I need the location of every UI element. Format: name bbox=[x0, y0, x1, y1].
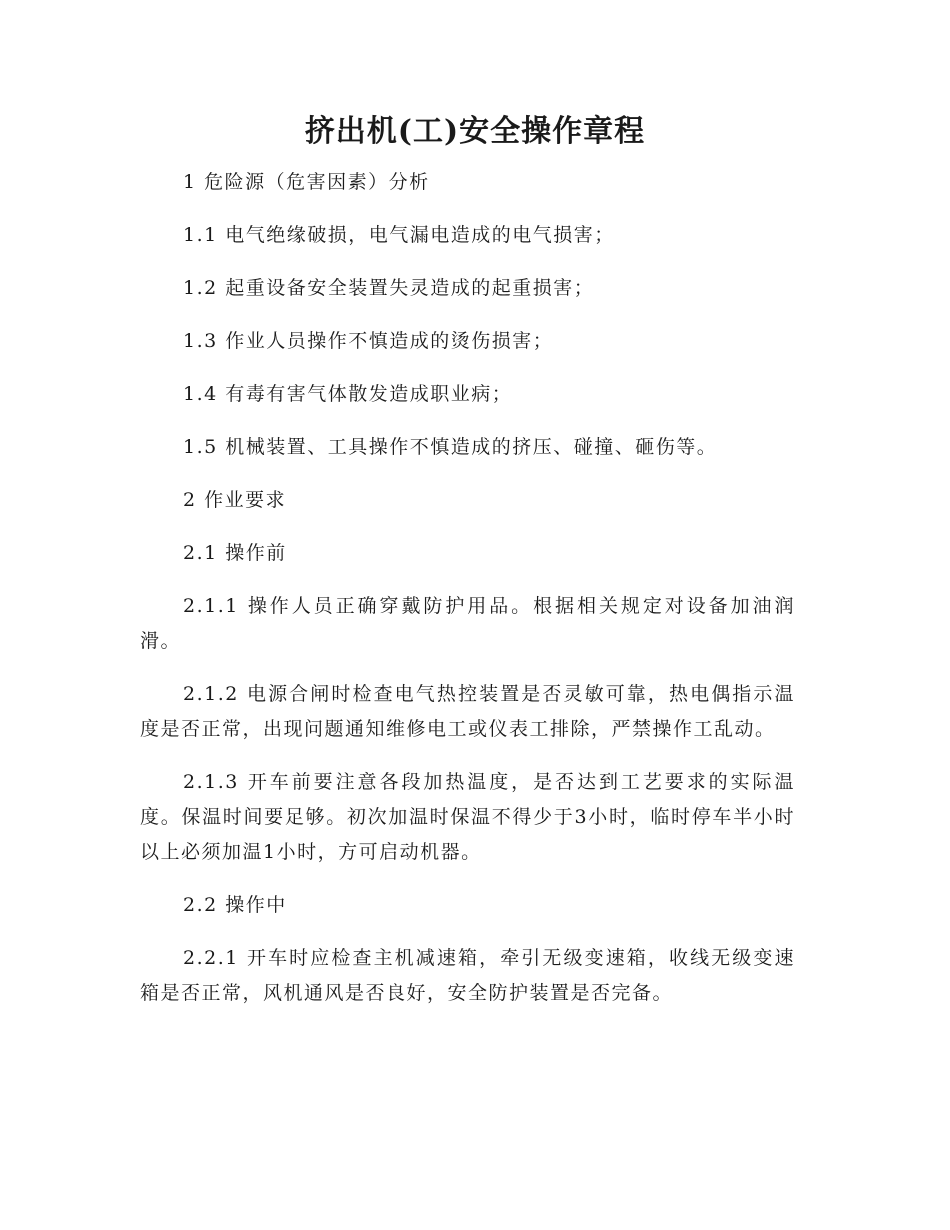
section-heading-2: 2 作业要求 bbox=[183, 489, 287, 511]
paragraph-1-2: 1.2 起重设备安全装置失灵造成的起重损害； bbox=[183, 277, 595, 299]
paragraph-2-2-1: 2.2.1 开车时应检查主机减速箱，牵引无级变速箱，收线无级变速箱是否正常，风机通风是否良好，安全防护装置是否完备。 bbox=[140, 947, 795, 1004]
paragraph-1-5: 1.5 机械装置、工具操作不慎造成的挤压、碰撞、砸伤等。 bbox=[183, 436, 718, 458]
paragraph-2-1-1: 2.1.1 操作人员正确穿戴防护用品。根据相关规定对设备加油润滑。 bbox=[140, 595, 795, 652]
paragraph-1-1: 1.1 电气绝缘破损，电气漏电造成的电气损害； bbox=[183, 224, 615, 246]
section-heading-1: 1 危险源（危害因素）分析 bbox=[183, 171, 430, 193]
subsection-heading-2-1: 2.1 操作前 bbox=[183, 542, 287, 564]
paragraph-1-3: 1.3 作业人员操作不慎造成的烫伤损害； bbox=[183, 330, 554, 352]
paragraph-2-1-3: 2.1.3 开车前要注意各段加热温度，是否达到工艺要求的实际温度。保温时间要足够。初次加温时保温不得少于3小时，临时停车半小时以上必须加温1小时，方可启动机器。 bbox=[140, 771, 795, 863]
paragraph-1-4: 1.4 有毒有害气体散发造成职业病； bbox=[183, 383, 513, 405]
document-body bbox=[140, 165, 795, 1029]
document-title: 挤出机(工)安全操作章程 bbox=[304, 114, 646, 149]
subsection-heading-2-2: 2.2 操作中 bbox=[183, 894, 287, 916]
paragraph-2-1-2: 2.1.2 电源合闸时检查电气热控装置是否灵敏可靠，热电偶指示温度是否正常，出现问题通知维修电工或仪表工排除，严禁操作工乱动。 bbox=[140, 683, 795, 740]
